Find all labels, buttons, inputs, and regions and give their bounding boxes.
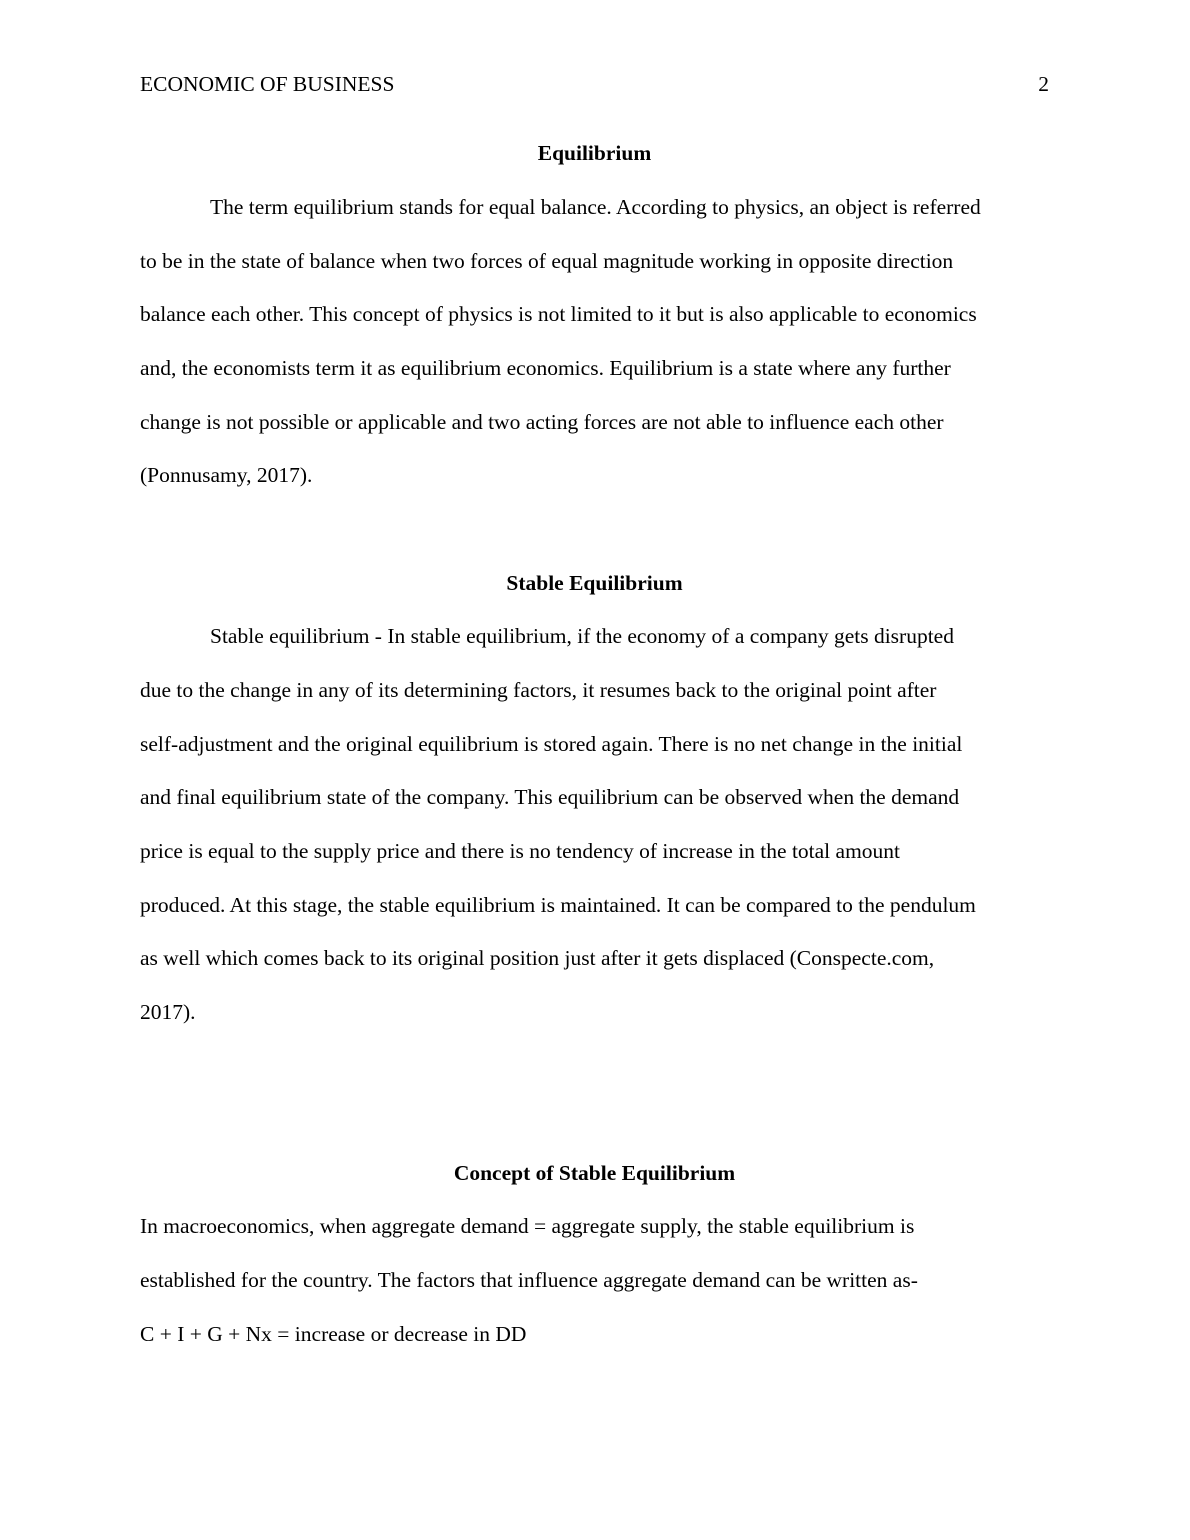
paragraph-line: change is not possible or applicable and two acting forces are not able to influence each other	[140, 410, 944, 434]
equation-line: C + I + G + Nx = increase or decrease in DD	[140, 1322, 527, 1346]
section-heading-stable-equilibrium: Stable Equilibrium	[506, 571, 683, 595]
paragraph-line: price is equal to the supply price and there is no tendency of increase in the total amount	[140, 839, 901, 863]
paragraph-line: to be in the state of balance when two forces of equal magnitude working in opposite direction	[140, 249, 954, 273]
paragraph-line: 2017).	[140, 1000, 196, 1024]
paragraph-line: and, the economists term it as equilibrium economics. Equilibrium is a state where any further	[140, 356, 951, 380]
paragraph-line: and final equilibrium state of the company. This equilibrium can be observed when the demand	[140, 785, 960, 809]
page-number: 2	[1038, 72, 1049, 96]
paragraph-line: established for the country. The factors that influence aggregate demand can be written as-	[140, 1268, 918, 1292]
paragraph-line: Stable equilibrium - In stable equilibrium, if the economy of a company gets disrupted	[210, 624, 954, 648]
running-head: ECONOMIC OF BUSINESS	[140, 72, 395, 96]
paragraph-line: produced. At this stage, the stable equilibrium is maintained. It can be compared to the pendulum	[140, 893, 976, 917]
section-heading-equilibrium: Equilibrium	[537, 141, 652, 165]
paragraph-line: The term equilibrium stands for equal balance. According to physics, an object is referred	[210, 195, 981, 219]
paragraph-line: balance each other. This concept of physics is not limited to it but is also applicable to economics	[140, 302, 977, 326]
paragraph-line: (Ponnusamy, 2017).	[140, 463, 313, 487]
paragraph-line: due to the change in any of its determining factors, it resumes back to the original point after	[140, 678, 937, 702]
paragraph-line: as well which comes back to its original position just after it gets displaced (Conspecte.com,	[140, 946, 935, 970]
section-heading-concept-of-stable-equilibrium: Concept of Stable Equilibrium	[453, 1161, 736, 1185]
paragraph-line: self-adjustment and the original equilibrium is stored again. There is no net change in the initial	[140, 732, 963, 756]
paragraph-line: In macroeconomics, when aggregate demand = aggregate supply, the stable equilibrium is	[140, 1214, 915, 1238]
